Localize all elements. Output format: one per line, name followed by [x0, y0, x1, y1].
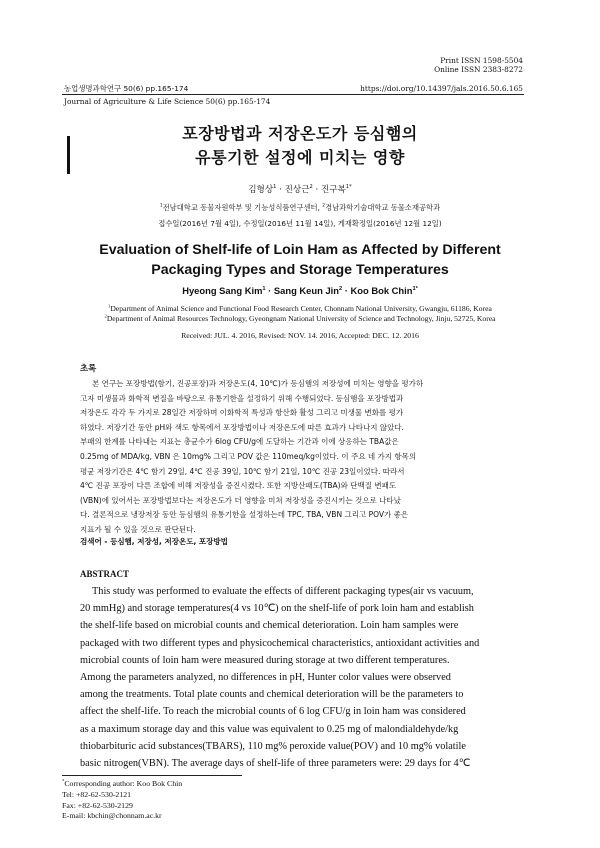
affiliation-en-2 — [0, 314, 600, 324]
abstract-en-line: 20 mmHg) and storage temperatures(4 vs 10℃) on the shelf-life of pork loin ham and establish — [80, 603, 474, 615]
author-en-3: Koo Bok Chin — [350, 285, 413, 296]
author-kr-1: 김형상 — [248, 185, 274, 195]
author-en-2: Sang Keun Jin — [273, 285, 340, 296]
aff-kr-1: 전남대학교 동물자원학부 및 기능성식품연구센터, — [162, 203, 323, 212]
abstract-en-line: affect the shelf-life. To reach the microbial counts of 6 log CFU/g in loin ham was considered — [80, 706, 466, 718]
author-en-1-sup: 1 — [262, 285, 266, 292]
doi-link[interactable]: https://doi.org/10.14397/jals.2016.50.6.165 — [360, 84, 523, 93]
footnote-sup: * — [62, 779, 65, 785]
abstract-en-line: as a maximum storage day and this value was equivalent to 0.25 mg of malondialdehyde/kg — [80, 723, 459, 735]
abstract-kr-body — [80, 377, 518, 538]
abstract-kr-line: 0.25mg of MDA/kg, VBN 은 10mg% 그리고 POV 값은 110meq/kg이었다. 이 주요 네 가지 항목의 — [80, 451, 417, 461]
corresponding-author-text: Corresponding author: Koo Bok Chin — [64, 779, 183, 788]
abstract-kr-line: 4℃ 진공 포장이 다른 조합에 비해 저장성을 증진시켰다. 또한 지방산패도(TBA)와 단백질 변패도 — [80, 481, 397, 491]
abstract-en-body — [80, 583, 518, 772]
author-sep: · — [276, 185, 285, 195]
header-rule — [62, 94, 524, 95]
affiliation-en-1 — [0, 304, 600, 314]
abstract-kr-line: 부패의 한계를 나타내는 지표는 총균수가 6log CFU/g에 도달하는 기간과 이에 상응하는 TBA값은 — [80, 437, 399, 447]
online-issn: Online ISSN 2383-8272 — [434, 65, 523, 74]
affiliation-kr — [0, 203, 600, 213]
journal-kr: 농업생명과학연구 50(6) pp.165-174 — [64, 84, 189, 93]
abstract-en-heading: ABSTRACT — [80, 569, 130, 579]
footnote-rule — [62, 775, 242, 776]
abstract-en-line: Among the parameters analyzed, no differences in pH, Hunter color values were observed — [80, 672, 451, 684]
authors-kr — [0, 183, 600, 195]
abstract-kr-line: (VBN)에 있어서는 포장방법보다는 저장온도가 더 영향을 미쳐 저장성을 증진시키는 것으로 나타났 — [80, 495, 401, 505]
abstract-kr-line: 저장온도 각각 두 가지로 28일간 저장하며 이화학적 특성과 항산화 활성 그리고 미생물 변화를 평가 — [80, 408, 404, 418]
corresponding-author — [62, 779, 182, 790]
telephone: Tel: +82-62-530-2121 — [62, 789, 132, 799]
aff-kr-2: 경남과학기술대학교 동물소재공학과 — [325, 203, 441, 212]
aff-en-line-1: Department of Animal Science and Functional Food Research Center, Chonnam National University, Gwangju, 61186, Korea — [110, 304, 492, 313]
title-en-line2: Packaging Types and Storage Temperatures — [151, 262, 449, 278]
print-issn: Print ISSN 1598-5504 — [440, 56, 523, 65]
aff-en-line-2: Department of Animal Resources Technology, Gyeongnam National University of Science and Technology, Jinju, 52725, Korea — [106, 314, 496, 323]
abstract-en-line: thiobarbituric acid substances(TBARS), 110 mg% peroxide value(POV) and 10 mg% volatile — [80, 740, 466, 752]
title-kr-line2: 유통기한 설정에 미치는 영향 — [195, 148, 405, 167]
abstract-en-line: packaged with two different types and physicochemical characteristics, antioxidant activities and — [80, 637, 480, 649]
received-dates-en: Received: JUL. 4. 2016, Revised: NOV. 14. 2016, Accepted: DEC. 12. 2016 — [181, 331, 419, 340]
abstract-en-line: basic nitrogen(VBN). The average days of shelf-life of three parameters were: 29 days for 4℃ — [80, 758, 471, 770]
abstract-kr-line: 고자 미생물과 화학적 변질을 바탕으로 유통기한을 설정하기 위해 수행되었다. 등심햄을 포장방법과 — [80, 393, 404, 403]
journal-en: Journal of Agriculture & Life Science 50(6) pp.165-174 — [64, 97, 271, 106]
author-en-2-sup: 2 — [339, 285, 343, 292]
abstract-kr-heading: 초록 — [80, 363, 97, 373]
author-sep: · — [265, 285, 274, 296]
abstract-kr-line: 본 연구는 포장방법(함기, 진공포장)과 저장온도(4, 10℃)가 등심햄의 저장성에 미치는 영향을 평가하 — [92, 379, 424, 388]
aff-en-sup-1: 1 — [108, 303, 111, 309]
abstract-en-line: microbial counts of loin ham were measured during storage at two different temperatures. — [80, 654, 450, 666]
authors-en — [0, 285, 600, 296]
author-kr-2-sup: 2 — [309, 184, 313, 191]
dates-kr: 접수일(2016년 7월 4일), 수정일(2016년 11월 14일), 게재확정일(2016년 12월 12일) — [158, 219, 442, 228]
abstract-kr-line: 평균 저장기간은 4℃ 함기 29일, 4℃ 진공 39일, 10℃ 함기 21일, 10℃ 진공 23일이었다. 따라서 — [80, 466, 405, 476]
aff-en-sup-2: 2 — [104, 313, 107, 319]
abstract-kr-line: 지표가 될 수 있을 것으로 판단된다. — [80, 524, 196, 534]
abstract-en-line: This study was performed to evaluate the effects of different packaging types(air vs vacuum, — [92, 586, 474, 597]
abstract-en-line: the shelf-life based on microbial counts and chemical deterioration. Loin ham samples were — [80, 620, 459, 632]
abstract-kr-line: 다. 결론적으로 냉장저장 동안 등심햄의 유통기한을 설정하는데 TPC, TBA, VBN 그리고 POV가 좋은 — [80, 510, 409, 520]
author-sep: · — [312, 185, 321, 195]
abstract-en-line: among the treatments. Total plate counts and chemical deterioration will be the parameters to — [80, 689, 464, 701]
title-en-line1: Evaluation of Shelf-life of Loin Ham as Affected by Different — [99, 242, 501, 258]
email-link[interactable]: E-mail: kbchin@chonnam.ac.kr — [62, 811, 162, 821]
author-kr-3: 진구복 — [321, 185, 346, 195]
author-en-1: Hyeong Sang Kim — [182, 285, 263, 296]
footnote — [62, 779, 182, 822]
aff-kr-sup-2: 2 — [322, 203, 326, 209]
author-en-3-sup: 1* — [412, 285, 418, 292]
author-kr-1-sup: 1 — [273, 184, 277, 191]
aff-kr-sup-1: 1 — [159, 203, 163, 209]
author-kr-3-sup: 1* — [345, 184, 352, 191]
fax: Fax: +82-62-530-2129 — [62, 800, 133, 810]
abstract-kr-line: 하였다. 저장기간 동안 pH와 색도 항목에서 포장방법이나 저장온도에 따른 효과가 나타나지 않았다. — [80, 422, 404, 432]
keywords-kr — [80, 536, 228, 547]
author-kr-2: 진상근 — [284, 185, 310, 195]
author-sep: · — [342, 285, 351, 296]
title-kr-line1: 포장방법과 저장온도가 등심햄의 — [182, 124, 418, 143]
keywords-kr-text: 검색어 - 등심햄, 저장성, 저장온도, 포장방법 — [80, 537, 228, 546]
